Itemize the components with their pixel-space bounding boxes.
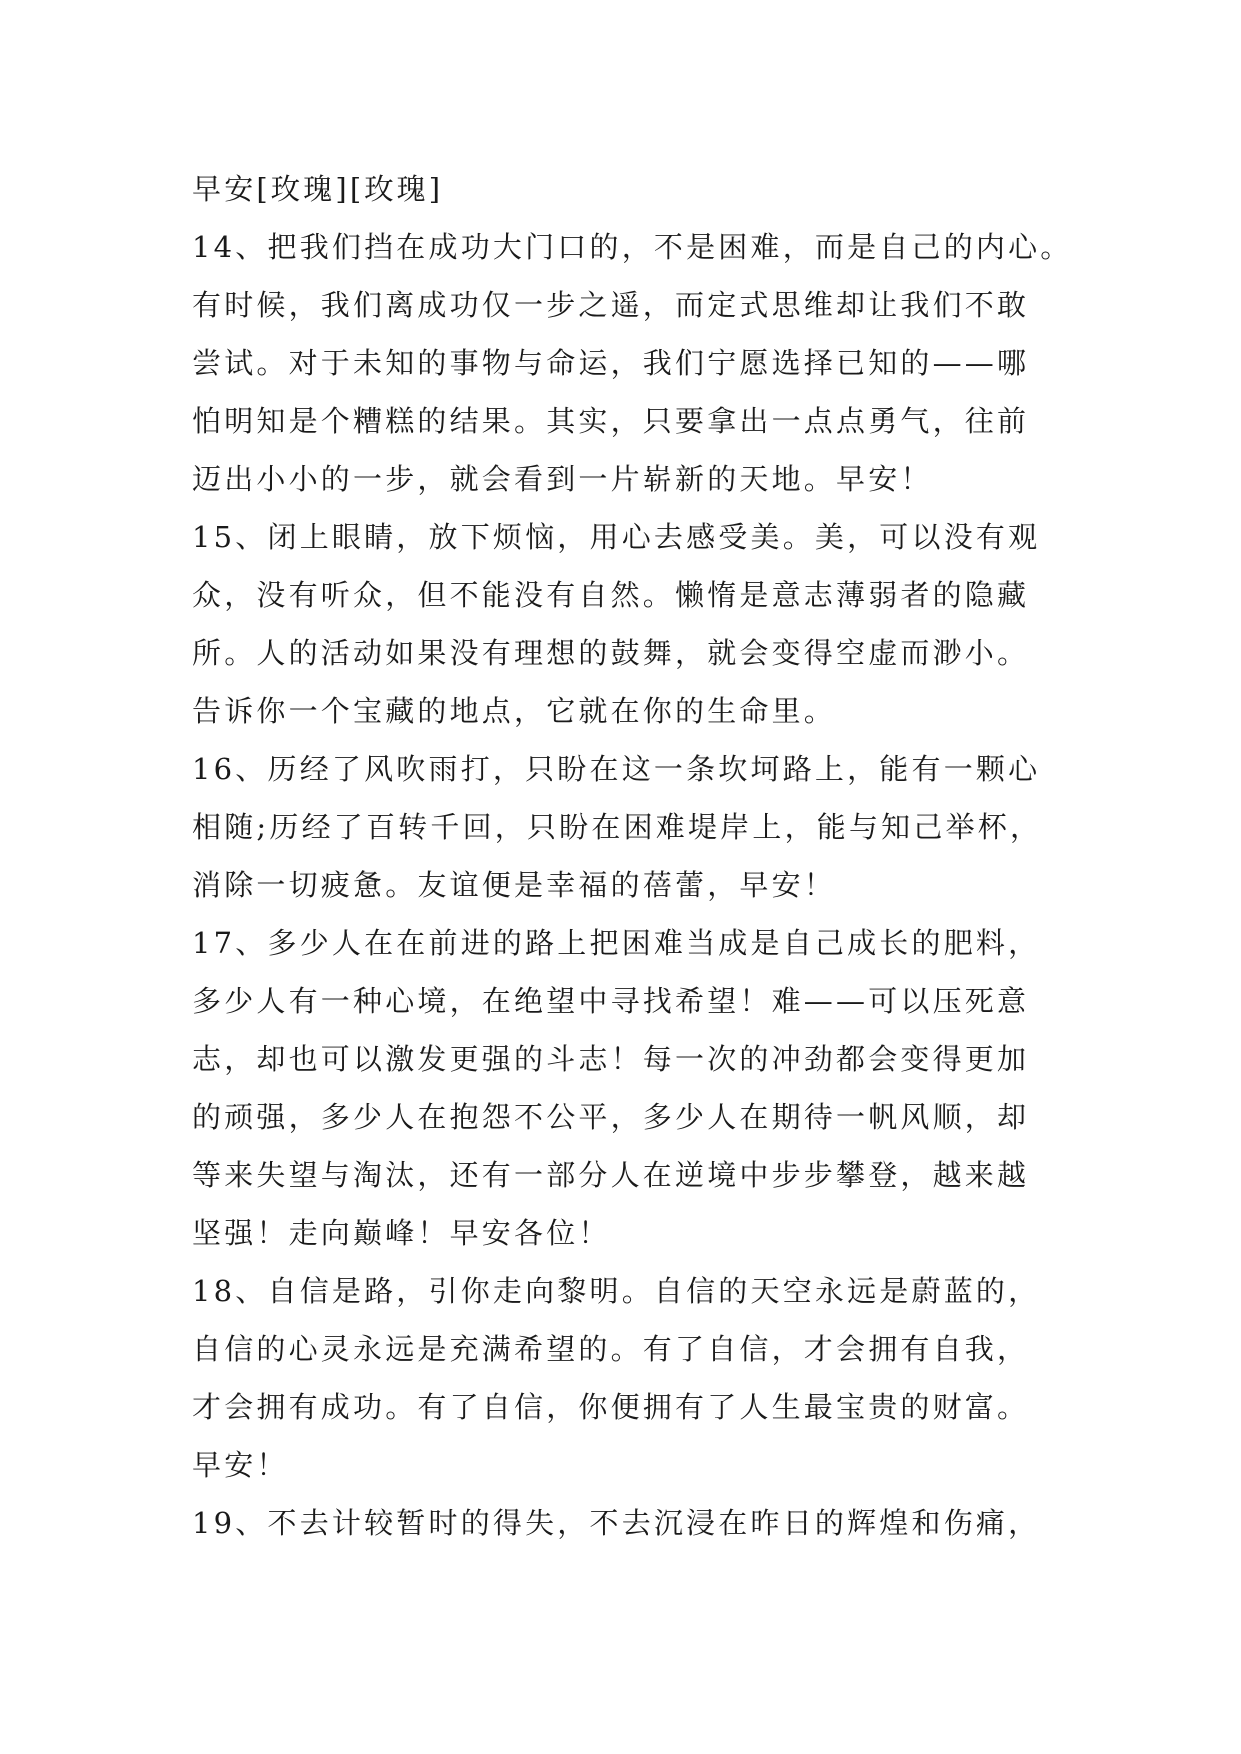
text-line: 有时候，我们离成功仅一步之遥，而定式思维却让我们不敢 bbox=[192, 288, 1030, 322]
text-line: 所。人的活动如果没有理想的鼓舞，就会变得空虚而渺小。 bbox=[192, 636, 1030, 670]
text-line: 18、自信是路，引你走向黎明。自信的天空永远是蔚蓝的， bbox=[192, 1274, 1041, 1308]
text-line: 尝试。对于未知的事物与命运，我们宁愿选择已知的——哪 bbox=[192, 346, 1030, 380]
text-line: 怕明知是个糟糕的结果。其实，只要拿出一点点勇气，往前 bbox=[192, 404, 1030, 438]
text-line: 14、把我们挡在成功大门口的，不是困难，而是自己的内心。 bbox=[192, 230, 1073, 264]
text-line: 坚强！走向巅峰！早安各位！ bbox=[192, 1216, 611, 1250]
text-line: 众，没有听众，但不能没有自然。懒惰是意志薄弱者的隐藏 bbox=[192, 578, 1030, 612]
text-line: 多少人有一种心境，在绝望中寻找希望！难——可以压死意 bbox=[192, 984, 1030, 1018]
text-line: 自信的心灵永远是充满希望的。有了自信，才会拥有自我， bbox=[192, 1332, 1030, 1366]
document-body bbox=[192, 160, 1072, 1552]
text-line: 等来失望与淘汰，还有一部分人在逆境中步步攀登，越来越 bbox=[192, 1158, 1030, 1192]
text-line: 才会拥有成功。有了自信，你便拥有了人生最宝贵的财富。 bbox=[192, 1390, 1030, 1424]
text-line: 相随;历经了百转千回，只盼在困难堤岸上，能与知己举杯， bbox=[192, 810, 1043, 844]
text-line: 告诉你一个宝藏的地点，它就在你的生命里。 bbox=[192, 694, 837, 728]
text-line: 消除一切疲惫。友谊便是幸福的蓓蕾，早安！ bbox=[192, 868, 837, 902]
text-line: 17、多少人在在前进的路上把困难当成是自己成长的肥料， bbox=[192, 926, 1041, 960]
text-line: 16、历经了风吹雨打，只盼在这一条坎坷路上，能有一颗心 bbox=[192, 752, 1041, 786]
text-line: 早安！ bbox=[192, 1448, 289, 1482]
text-line: 的顽强，多少人在抱怨不公平，多少人在期待一帆风顺，却 bbox=[192, 1100, 1030, 1134]
text-line: 15、闭上眼睛，放下烦恼，用心去感受美。美，可以没有观 bbox=[192, 520, 1041, 554]
text-line: 19、不去计较暂时的得失，不去沉浸在昨日的辉煌和伤痛， bbox=[192, 1506, 1041, 1540]
text-line: 志，却也可以激发更强的斗志！每一次的冲劲都会变得更加 bbox=[192, 1042, 1030, 1076]
text-line: 早安[玫瑰][玫瑰] bbox=[192, 172, 444, 206]
text-line: 迈出小小的一步，就会看到一片崭新的天地。早安！ bbox=[192, 462, 933, 496]
